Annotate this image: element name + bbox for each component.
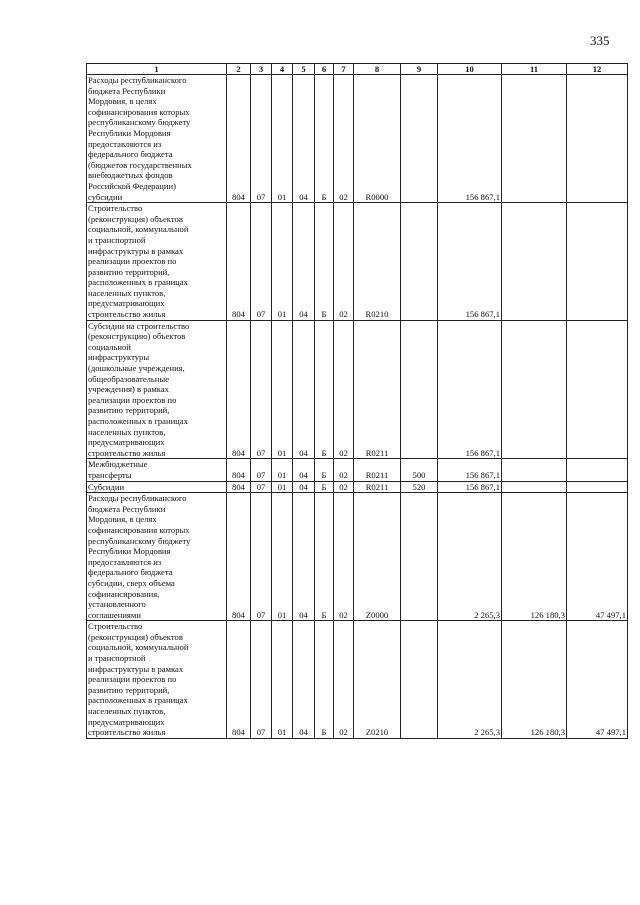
cell-col-12 [567,320,628,459]
row-description: Строительство (реконструкция) объектов социальной, коммунальной и транспортной инфраструктуры в рамках реализации проектов по развитию территорий, расположенных в границах населенных пунктов, предусматривающих строительство жилья [87,203,227,321]
table-row [87,75,628,203]
cell-col-5: 04 [293,203,315,321]
column-header: 7 [334,64,354,75]
column-header: 4 [272,64,293,75]
cell-col-4: 01 [272,481,293,493]
column-header: 5 [293,64,315,75]
cell-col-12 [567,481,628,493]
column-header: 2 [227,64,251,75]
row-description: Субсидии [87,481,227,493]
row-description: Расходы республиканского бюджета Республики Мордовия, в целях софинансирования которых республиканскому бюджету Республики Мордовия предоставляются из федерального бюджета субсидии, сверх объема софинансирования, установленного соглашениями [87,493,227,621]
cell-col-6: Б [315,481,334,493]
cell-col-7: 02 [334,459,354,481]
cell-col-10: 156 867,1 [438,459,502,481]
cell-col-7: 02 [334,621,354,739]
cell-col-11 [502,459,567,481]
cell-col-12: 47 497,1 [567,621,628,739]
cell-col-8: R0210 [354,203,401,321]
cell-col-5: 04 [293,481,315,493]
cell-col-4: 01 [272,320,293,459]
cell-col-6: Б [315,320,334,459]
cell-col-11 [502,481,567,493]
cell-col-2: 804 [227,459,251,481]
cell-col-9: 520 [401,481,438,493]
cell-col-5: 04 [293,459,315,481]
row-description: Строительство (реконструкция) объектов социальной, коммунальной и транспортной инфраструктуры в рамках реализации проектов по развитию территорий, расположенных в границах населенных пунктов, предусматривающих строительство жилья [87,621,227,739]
cell-col-6: Б [315,459,334,481]
budget-table [86,63,628,739]
cell-col-5: 04 [293,493,315,621]
cell-col-2: 804 [227,320,251,459]
column-header: 9 [401,64,438,75]
cell-col-12 [567,459,628,481]
cell-col-3: 07 [251,481,272,493]
cell-col-8: R0211 [354,320,401,459]
cell-col-6: Б [315,75,334,203]
cell-col-9: 500 [401,459,438,481]
column-header: 6 [315,64,334,75]
cell-col-10: 156 867,1 [438,203,502,321]
cell-col-3: 07 [251,203,272,321]
cell-col-11 [502,75,567,203]
cell-col-8: R0211 [354,459,401,481]
header-row [87,64,628,75]
cell-col-6: Б [315,493,334,621]
cell-col-3: 07 [251,459,272,481]
cell-col-5: 04 [293,320,315,459]
cell-col-10: 2 265,3 [438,493,502,621]
column-header: 10 [438,64,502,75]
row-description: Межбюджетные трансферты [87,459,227,481]
cell-col-5: 04 [293,75,315,203]
cell-col-2: 804 [227,621,251,739]
cell-col-4: 01 [272,621,293,739]
cell-col-8: R0000 [354,75,401,203]
cell-col-12: 47 497,1 [567,493,628,621]
cell-col-11: 126 180,3 [502,493,567,621]
cell-col-7: 02 [334,481,354,493]
table-row [87,320,628,459]
table-row [87,481,628,493]
table-body [87,75,628,739]
cell-col-2: 804 [227,203,251,321]
cell-col-5: 04 [293,621,315,739]
cell-col-11: 126 180,3 [502,621,567,739]
cell-col-8: Z0000 [354,493,401,621]
cell-col-8: R0211 [354,481,401,493]
cell-col-9 [401,203,438,321]
cell-col-4: 01 [272,75,293,203]
cell-col-4: 01 [272,459,293,481]
cell-col-8: Z0210 [354,621,401,739]
cell-col-4: 01 [272,203,293,321]
page-number: 335 [590,33,610,48]
cell-col-9 [401,621,438,739]
row-description: Расходы республиканского бюджета Республики Мордовия, в целях софинансирования которых республиканскому бюджету Республики Мордовия предоставляются из федерального бюджета (бюджетов государственных внебюджетных фондов Российской Федерации) субсидии [87,75,227,203]
cell-col-3: 07 [251,320,272,459]
table-row [87,203,628,321]
column-header: 1 [87,64,227,75]
column-header: 8 [354,64,401,75]
cell-col-10: 156 867,1 [438,75,502,203]
column-header: 12 [567,64,628,75]
cell-col-7: 02 [334,203,354,321]
cell-col-12 [567,75,628,203]
cell-col-7: 02 [334,320,354,459]
cell-col-4: 01 [272,493,293,621]
cell-col-10: 2 265,3 [438,621,502,739]
cell-col-9 [401,75,438,203]
cell-col-10: 156 867,1 [438,320,502,459]
table-row [87,459,628,481]
cell-col-7: 02 [334,493,354,621]
cell-col-7: 02 [334,75,354,203]
cell-col-9 [401,320,438,459]
table-row [87,621,628,739]
cell-col-2: 804 [227,75,251,203]
cell-col-3: 07 [251,493,272,621]
cell-col-6: Б [315,621,334,739]
cell-col-2: 804 [227,493,251,621]
cell-col-3: 07 [251,621,272,739]
cell-col-6: Б [315,203,334,321]
column-header: 3 [251,64,272,75]
cell-col-2: 804 [227,481,251,493]
cell-col-11 [502,203,567,321]
column-header: 11 [502,64,567,75]
cell-col-10: 156 867,1 [438,481,502,493]
cell-col-12 [567,203,628,321]
table-header [87,64,628,75]
cell-col-9 [401,493,438,621]
cell-col-3: 07 [251,75,272,203]
row-description: Субсидии на строительство (реконструкцию) объектов социальной инфраструктуры (дошкольные учреждения, общеобразовательные учреждения) в рамках реализации проектов по развитию территорий, расположенных в границах населенных пунктов, предусматривающих строительство жилья [87,320,227,459]
cell-col-11 [502,320,567,459]
table-row [87,493,628,621]
